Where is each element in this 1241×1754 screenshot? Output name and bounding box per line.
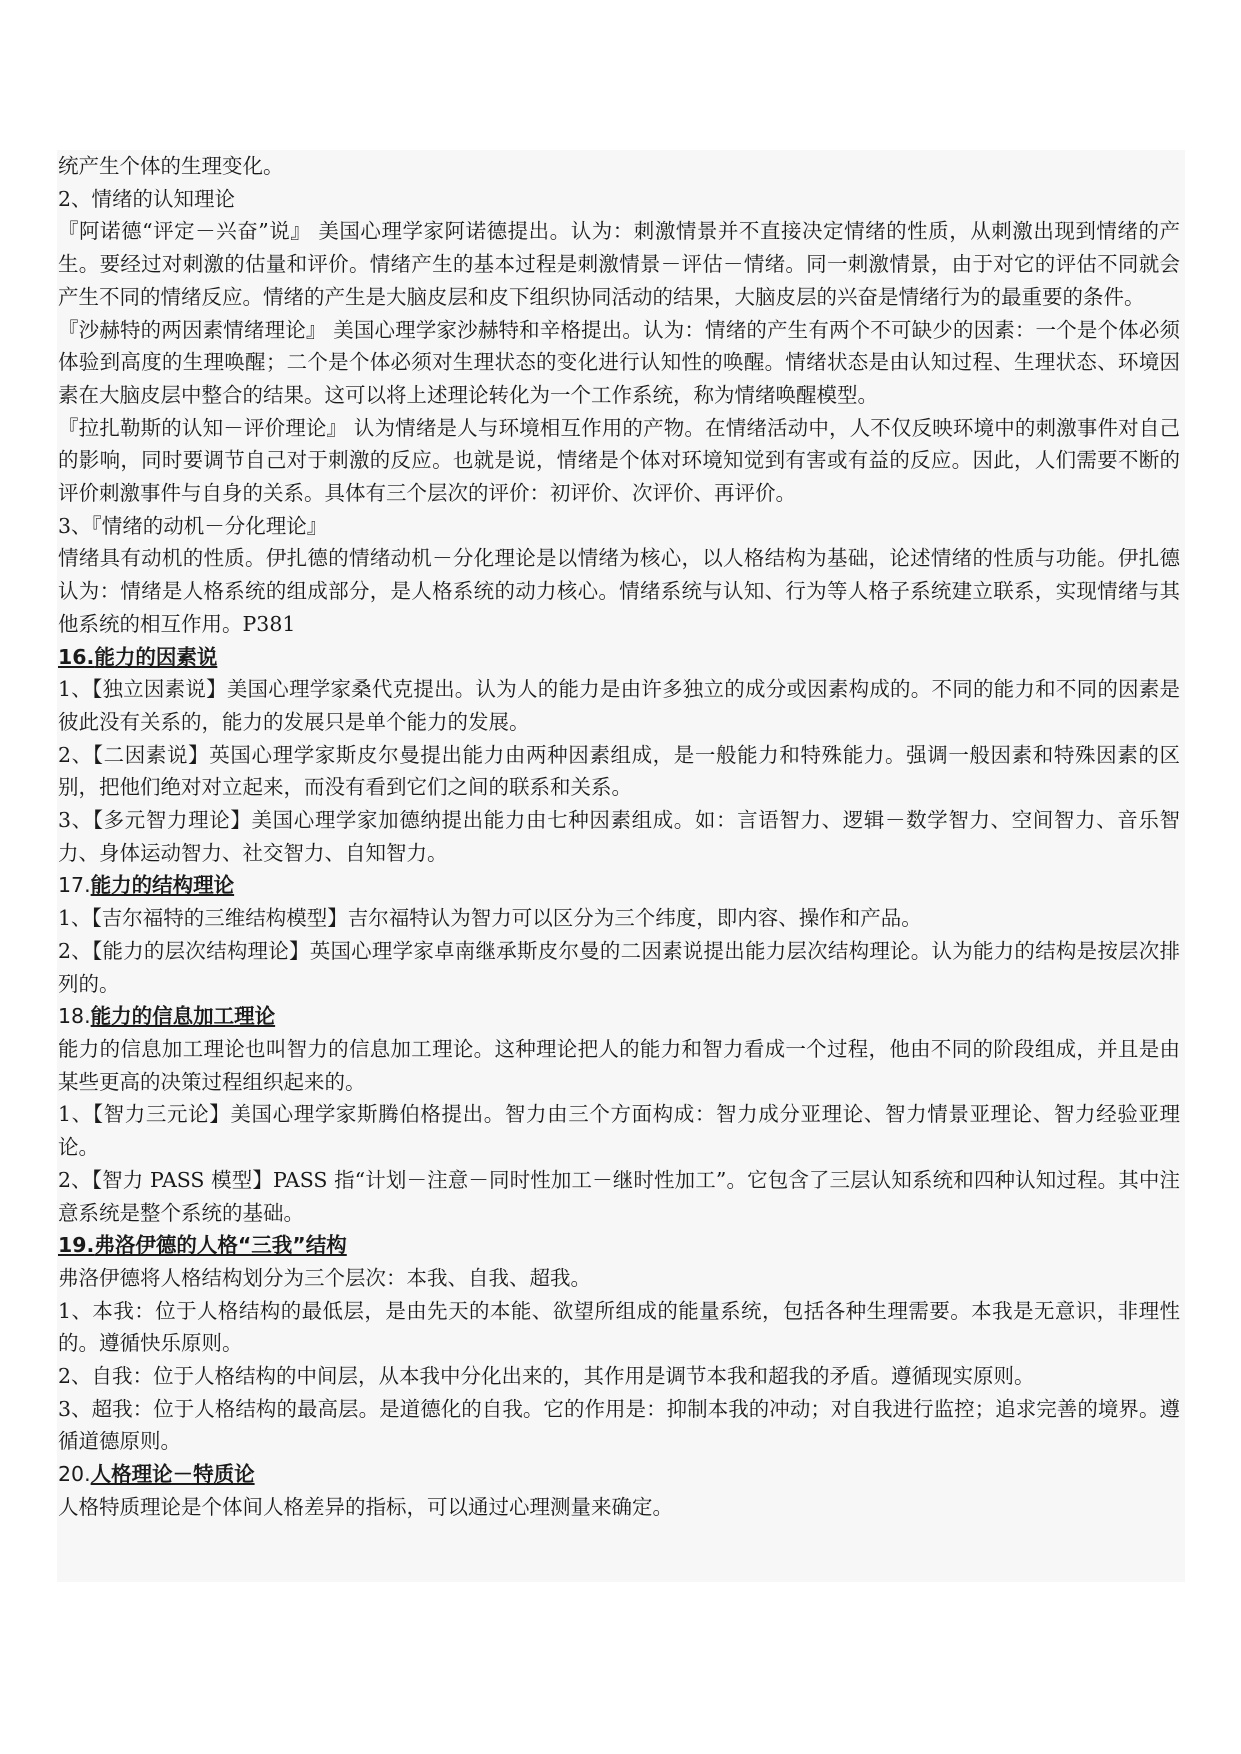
paragraph: 2、自我：位于人格结构的中间层，从本我中分化出来的，其作用是调节本我和超我的矛盾。遵循现实原则。 (58, 1364, 1035, 1389)
section-title: 能力的因素说 (94, 644, 218, 669)
section-number: 20. (58, 1462, 91, 1487)
section-heading (58, 1458, 1180, 1491)
section-title: 弗洛伊德的人格“三我”结构 (94, 1233, 347, 1258)
section-number: 17. (58, 873, 91, 898)
section-number: 18. (58, 1004, 91, 1029)
section-heading (58, 1229, 1180, 1262)
document-body (58, 150, 1180, 1524)
paragraph: 3、超我：位于人格结构的最高层。是道德化的自我。它的作用是：抑制本我的冲动；对自我进行监控；追求完善的境界。遵循道德原则。 (58, 1396, 1180, 1454)
paragraph: 1、【吉尔福特的三维结构模型】吉尔福特认为智力可以区分为三个纬度，即内容、操作和产品。 (58, 906, 922, 931)
paragraph: 1、本我：位于人格结构的最低层，是由先天的本能、欲望所组成的能量系统，包括各种生理需要。本我是无意识，非理性的。遵循快乐原则。 (58, 1298, 1180, 1356)
section-number: 19. (58, 1233, 95, 1258)
paragraph: 能力的信息加工理论也叫智力的信息加工理论。这种理论把人的能力和智力看成一个过程，他由不同的阶段组成，并且是由某些更高的决策过程组织起来的。 (58, 1036, 1180, 1094)
paragraph: 1、【独立因素说】美国心理学家桑代克提出。认为人的能力是由许多独立的成分或因素构成的。不同的能力和不同的因素是彼此没有关系的，能力的发展只是单个能力的发展。 (58, 677, 1180, 734)
section-heading (58, 641, 1180, 674)
paragraph: 人格特质理论是个体间人格差异的指标，可以通过心理测量来确定。 (58, 1494, 673, 1519)
paragraph: 2、【智力 PASS 模型】PASS 指“计划－注意－同时性加工－继时性加工”。它包含了三层认知系统和四种认知过程。其中注意系统是整个系统的基础。 (58, 1167, 1180, 1225)
section-number: 16. (58, 644, 95, 669)
paragraph: 2、【能力的层次结构理论】英国心理学家卓南继承斯皮尔曼的二因素说提出能力层次结构理论。认为能力的结构是按层次排列的。 (58, 938, 1180, 996)
paragraph: 『阿诺德“评定－兴奋”说』 美国心理学家阿诺德提出。认为：刺激情景并不直接决定情绪的性质，从刺激出现到情绪的产生。要经过对刺激的估量和评价。情绪产生的基本过程是刺激情景－评估－情绪。同一刺激情景，由于对它的评估不同就会产生不同的情绪反应。情绪的产生是大脑皮层和皮下组织协同活动的结果，大脑皮层的兴奋是情绪行为的最重要的条件。 (58, 219, 1180, 309)
paragraph: 2、情绪的认知理论 (58, 186, 236, 211)
paragraph: 3、『情绪的动机－分化理论』 (58, 513, 328, 538)
paragraph: 2、【二因素说】英国心理学家斯皮尔曼提出能力由两种因素组成，是一般能力和特殊能力。强调一般因素和特殊因素的区别，把他们绝对对立起来，而没有看到它们之间的联系和关系。 (58, 742, 1180, 800)
paragraph: 『沙赫特的两因素情绪理论』 美国心理学家沙赫特和辛格提出。认为：情绪的产生有两个不可缺少的因素：一个是个体必须体验到高度的生理唤醒；二个是个体必须对生理状态的变化进行认知性的唤醒。情绪状态是由认知过程、生理状态、环境因素在大脑皮层中整合的结果。这可以将上述理论转化为一个工作系统，称为情绪唤醒模型。 (58, 317, 1180, 407)
section-title: 能力的结构理论 (90, 873, 235, 898)
section-title: 人格理论－特质论 (90, 1462, 255, 1487)
paragraph: 1、【智力三元论】美国心理学家斯腾伯格提出。智力由三个方面构成：智力成分亚理论、智力情景亚理论、智力经验亚理论。 (58, 1102, 1180, 1160)
paragraph: 情绪具有动机的性质。伊扎德的情绪动机－分化理论是以情绪为核心，以人格结构为基础，论述情绪的性质与功能。伊扎德认为：情绪是人格系统的组成部分，是人格系统的动力核心。情绪系统与认知、行为等人格子系统建立联系，实现情绪与其他系统的相互作用。P381 (58, 546, 1180, 636)
document-page (57, 150, 1185, 1582)
paragraph: 3、【多元智力理论】美国心理学家加德纳提出能力由七种因素组成。如：言语智力、逻辑－数学智力、空间智力、音乐智力、身体运动智力、社交智力、自知智力。 (58, 808, 1180, 865)
section-title: 能力的信息加工理论 (90, 1004, 276, 1029)
section-heading (58, 869, 1180, 902)
paragraph: 弗洛伊德将人格结构划分为三个层次：本我、自我、超我。 (58, 1265, 591, 1290)
paragraph: 统产生个体的生理变化。 (58, 154, 284, 178)
paragraph: 『拉扎勒斯的认知－评价理论』 认为情绪是人与环境相互作用的产物。在情绪活动中，人不仅反映环境中的刺激事件对自己的影响，同时要调节自己对于刺激的反应。也就是说，情绪是个体对环境知觉到有害或有益的反应。因此，人们需要不断的评价刺激事件与自身的关系。具体有三个层次的评价：初评价、次评价、再评价。 (58, 415, 1180, 506)
section-heading (58, 1000, 1180, 1033)
